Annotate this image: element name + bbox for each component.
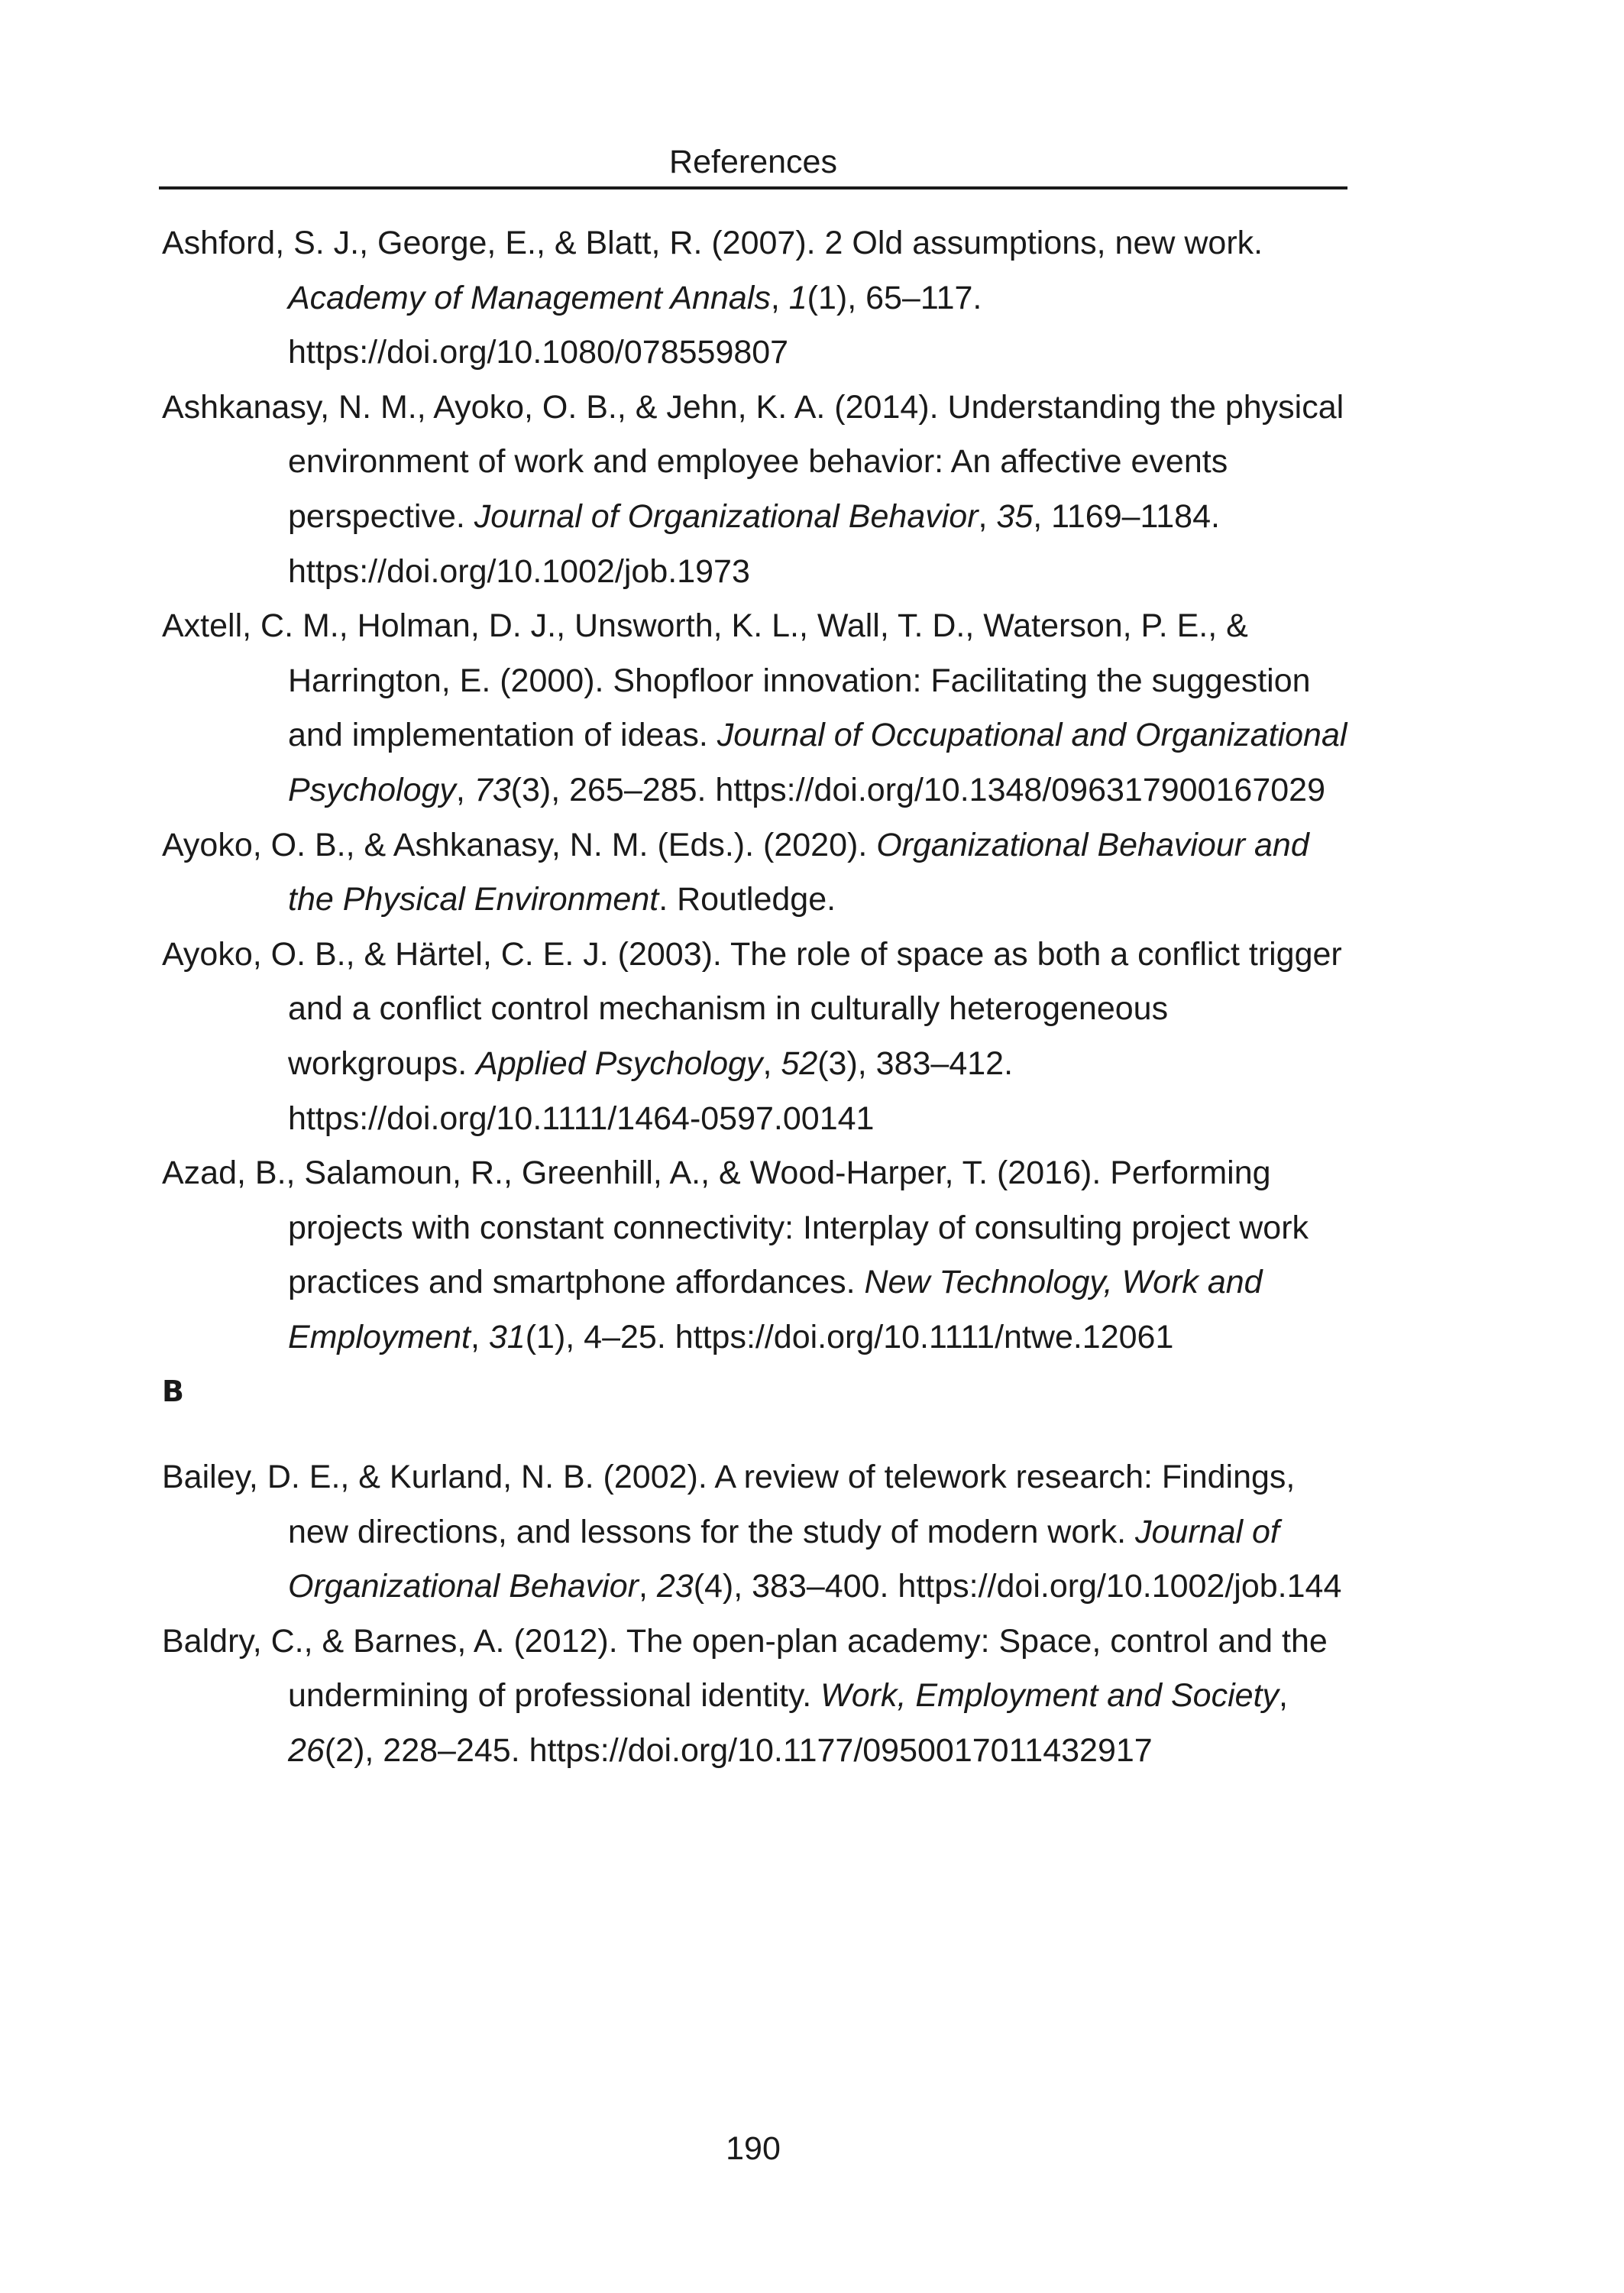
reference-authors: Axtell, C. M., Holman, D. J., Unsworth, K. L., Wall, T. D., Waterson, P. E., & Harrington, E. (2000). Shopfloor innovation: Facilitating the suggestion and implementation of ideas. [162,607,1311,754]
reference-journal: Academy of Management Annals [288,279,771,316]
reference-volume: 26 [288,1732,325,1770]
reference-details: (3), 383–412. https://doi.org/10.1111/1464-0597.00141 [288,1044,1014,1137]
reference-volume: 52 [781,1044,818,1082]
reference-details: (3), 265–285. https://doi.org/10.1348/096317900167029 [510,771,1325,808]
reference-authors: Ashford, S. J., George, E., & Blatt, R. (2007). 2 Old assumptions, new work. [162,225,1263,261]
reference-authors: Baldry, C., & Barnes, A. (2012). The open-plan academy: Space, control and the undermining of professional identity. [162,1622,1328,1715]
section-letter: B [162,1375,184,1409]
reference-entry: Axtell, C. M., Holman, D. J., Unsworth, K. L., Wall, T. D., Waterson, P. E., & Harrington, E. (2000). Shopfloor innovation: Facilitating the suggestion and implementation of ideas. Journal of Occupational and Organizational Psychology, 73(3), 265–285. https://doi.org/10.1348/096317900167029 [162,607,1347,808]
reference-entry: Baldry, C., & Barnes, A. (2012). The open-plan academy: Space, control and the undermining of professional identity. Work, Employment and Society, 26(2), 228–245. https://doi.org/10.1177/0950017011432917 [162,1622,1328,1770]
reference-details: (1), 4–25. https://doi.org/10.1111/ntwe.12061 [525,1318,1174,1355]
reference-volume: 23 [656,1568,694,1605]
reference-entry: Bailey, D. E., & Kurland, N. B. (2002). A review of telework research: Findings, new directions, and lessons for the study of modern work. Journal of Organizational Behavior, 23(4), 383–400. https://doi.org/10.1002/job.144 [162,1459,1342,1605]
reference-authors: Azad, B., Salamoun, R., Greenhill, A., & Wood-Harper, T. (2016). Performing projects with constant connectivity: Interplay of consulting project work practices and smartphone affordances. [162,1155,1309,1301]
reference-journal: New Technology, Work and Employment [288,1264,1263,1355]
reference-entry: Ayoko, O. B., & Härtel, C. E. J. (2003). The role of space as both a conflict trigger and a conflict control mechanism in culturally heterogeneous workgroups. Applied Psychology, 52(3), 383–412. https://doi.org/10.1111/1464-0597.00141 [162,935,1342,1137]
reference-details: (2), 228–245. https://doi.org/10.1177/0950017011432917 [324,1732,1153,1770]
reference-entry: Azad, B., Salamoun, R., Greenhill, A., & Wood-Harper, T. (2016). Performing projects with constant connectivity: Interplay of consulting project work practices and smartphone affordances. New Technology, Work and Employment, 31(1), 4–25. https://doi.org/10.1111/ntwe.12061 [162,1155,1309,1355]
reference-volume: 31 [488,1318,526,1355]
reference-details: (4), 383–400. https://doi.org/10.1002/job.144 [693,1568,1342,1605]
reference-journal: Work, Employment and Society [820,1677,1279,1715]
reference-journal: Journal of Organizational Behavior [288,1513,1279,1605]
reference-journal: Journal of Organizational Behavior [474,497,979,535]
header-rule [159,186,1347,189]
page-number: 190 [726,2130,781,2167]
reference-details: . Routledge. [658,881,836,918]
reference-list [162,216,1354,1779]
reference-authors: Ashkanasy, N. M., Ayoko, O. B., & Jehn, K. A. (2014). Understanding the physical environment of work and employee behavior: An affective events perspective. [162,388,1344,535]
reference-details: (1), 65–117. https://doi.org/10.1080/078559807 [288,279,982,371]
reference-journal: Organizational Behaviour and the Physical Environment [288,826,1309,918]
reference-authors: Bailey, D. E., & Kurland, N. B. (2002). A review of telework research: Findings, new directions, and lessons for the study of modern work. [162,1459,1296,1550]
reference-volume: 73 [474,771,511,808]
reference-authors: Ayoko, O. B., & Härtel, C. E. J. (2003). The role of space as both a conflict trigger and a conflict control mechanism in culturally heterogeneous workgroups. [162,935,1342,1082]
section-gap [162,1420,1354,1450]
reference-volume: 35 [996,497,1034,535]
reference-entry: Ashford, S. J., George, E., & Blatt, R. (2007). 2 Old assumptions, new work. Academy of Management Annals, 1(1), 65–117. https://doi.org/10.1080/078559807 [162,225,1263,371]
reference-entry [162,818,1354,928]
reference-authors: Ayoko, O. B., & Ashkanasy, N. M. (Eds.). (2020). [162,826,868,863]
reference-volume: 1 [788,279,807,316]
reference-details: , 1169–1184. https://doi.org/10.1002/job.1973 [288,497,1220,590]
reference-entry: Ashkanasy, N. M., Ayoko, O. B., & Jehn, K. A. (2014). Understanding the physical environment of work and employee behavior: An affective events perspective. Journal of Organizational Behavior, 35, 1169–1184. https://doi.org/10.1002/job.1973 [162,388,1344,590]
reference-journal: Applied Psychology [476,1044,763,1082]
reference-journal: Journal of Occupational and Organizational Psychology [288,717,1347,808]
running-head: References [669,144,837,180]
